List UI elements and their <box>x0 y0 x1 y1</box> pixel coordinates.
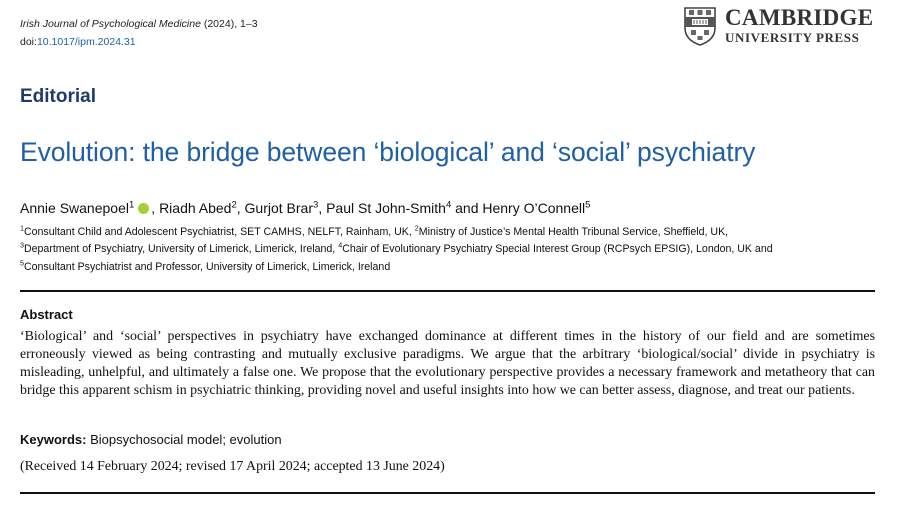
doi-link[interactable]: 10.1017/ipm.2024.31 <box>36 36 136 48</box>
divider-top <box>20 290 875 292</box>
author-name[interactable]: Gurjot Brar <box>244 200 314 216</box>
author-name[interactable]: Henry O’Connell <box>482 200 586 216</box>
keywords <box>20 432 282 447</box>
affiliations <box>20 224 900 276</box>
orcid-icon[interactable] <box>138 203 149 214</box>
affil-text: Chair of Evolutionary Psychiatry Special Interest Group (RCPsych EPSIG), London, UK and <box>342 243 773 256</box>
publisher-subname: UNIVERSITY PRESS <box>725 30 860 45</box>
affil-text: Consultant Psychiatrist and Professor, University of Limerick, Limerick, Ireland <box>24 260 391 273</box>
author-affil-number: 1 <box>128 199 135 211</box>
doi-prefix: doi: <box>20 36 37 48</box>
article-title: Evolution: the bridge between ‘biological’ and ‘social’ psychiatry <box>20 137 756 167</box>
author-separator: and <box>451 200 483 216</box>
article-type: Editorial <box>20 86 97 107</box>
author-name[interactable]: Paul St John-Smith <box>326 200 446 216</box>
author-list <box>20 200 590 216</box>
affil-text: Department of Psychiatry, University of Limerick, Limerick, Ireland, <box>24 243 339 256</box>
author-affil-number: 4 <box>445 199 452 211</box>
abstract-heading: Abstract <box>20 307 73 322</box>
affil-number: 5 <box>20 258 24 268</box>
author-separator: , <box>236 200 245 216</box>
article-history: (Received 14 February 2024; revised 17 April 2024; accepted 13 June 2024) <box>20 459 445 474</box>
keywords-label: Keywords: <box>20 432 87 447</box>
author-affil-number: 2 <box>231 199 237 211</box>
affil-number: 4 <box>338 240 343 250</box>
author-affil-number: 5 <box>585 199 591 211</box>
journal-name: Irish Journal of Psychological Medicine <box>20 18 201 30</box>
journal-meta: (2024), 1–3 <box>200 18 258 30</box>
affil-text: Consultant Child and Adolescent Psychiatrist, SET CAMHS, NELFT, Rainham, UK, <box>24 226 415 238</box>
author-separator: , <box>151 200 160 216</box>
keywords-value: Biopsychosocial model; evolution <box>86 432 282 447</box>
abstract-body: ‘Biological’ and ‘social’ perspectives in psychiatry have exchanged dominance at different times in the history of our field and are sometimes erroneously viewed as being contrasting and mutually exclusive paradigms. We argue that the arbitrary ‘biological/social’ divide in psychiatry is misleading, unhelpful, and ultimately a false one. We propose that the evolutionary perspective provides a necessary framework and metatheory that can bridge this apparent schism in psychiatric thinking, providing novel and useful insights into how we can better assess, diagnose, and treat our patients. <box>20 329 875 398</box>
divider-bottom <box>20 492 875 494</box>
author-name[interactable]: Annie Swanepoel <box>20 200 129 216</box>
author-separator: , <box>318 200 327 216</box>
author-affil-number: 3 <box>313 199 319 211</box>
affil-text: Ministry of Justice’s Mental Health Tribunal Service, Sheffield, UK, <box>418 226 729 238</box>
author-name[interactable]: Riadh Abed <box>159 200 232 216</box>
shield-crest-icon <box>683 6 717 46</box>
affil-number: 1 <box>20 223 24 233</box>
affil-number: 2 <box>414 223 419 233</box>
publisher-name: CAMBRIDGE <box>725 5 874 30</box>
affil-number: 3 <box>20 240 24 250</box>
publisher-logo <box>683 5 883 47</box>
journal-citation <box>20 15 258 51</box>
